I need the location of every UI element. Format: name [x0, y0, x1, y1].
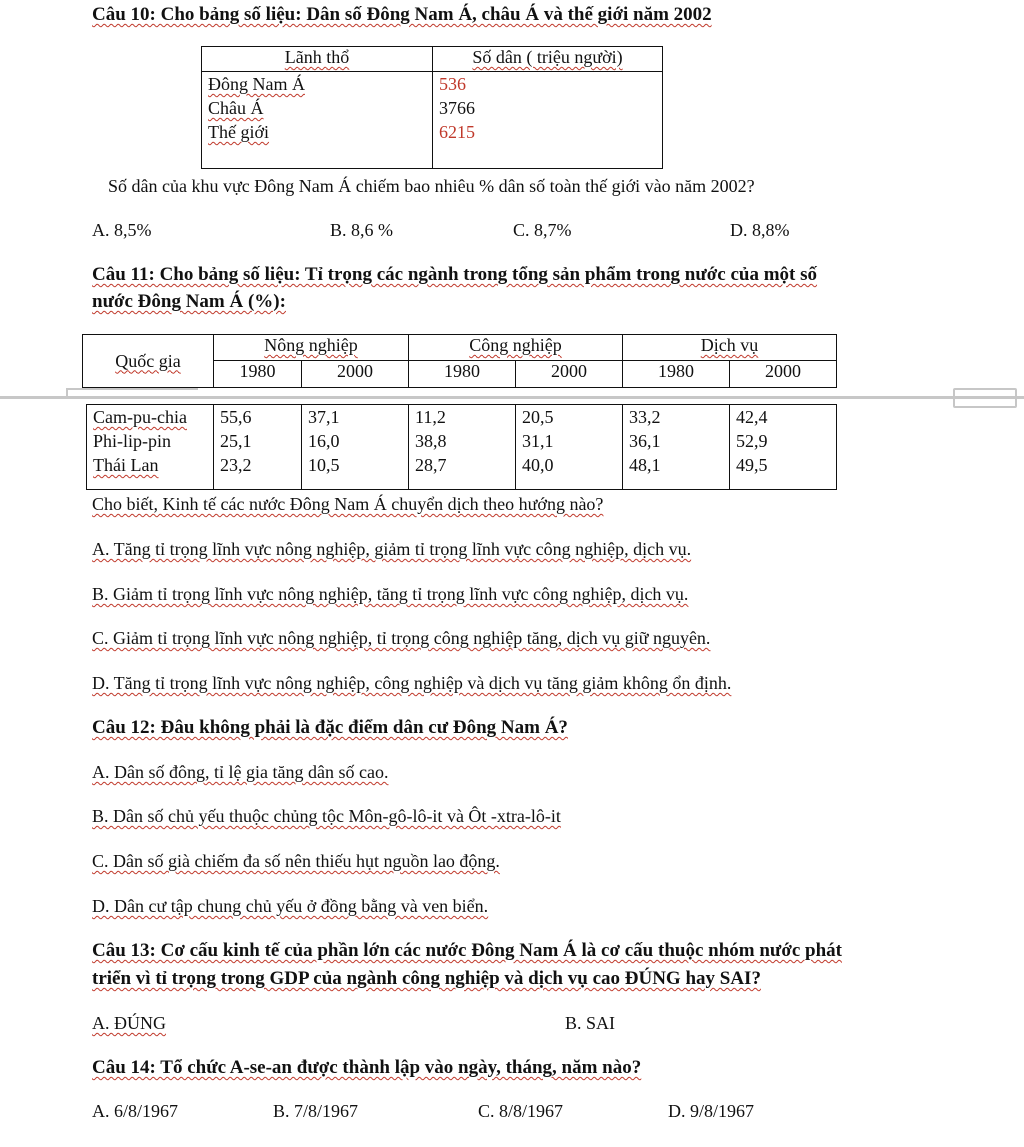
q10-option-b: B. 8,6 %: [330, 220, 393, 240]
q11-country-cambodia: Cam-pu-chia: [93, 407, 187, 427]
q10-population-table: [201, 46, 663, 169]
q11-year-ind-2000: 2000: [516, 361, 623, 388]
q11-cell: 31,1: [522, 431, 554, 451]
q10-option-c: C. 8,7%: [513, 220, 572, 240]
q10-title: Câu 10: Cho bảng số liệu: Dân số Đông Nam Á, châu Á và thế giới năm 2002: [92, 4, 712, 25]
q11-option-a: A. Tăng tỉ trọng lĩnh vực nông nghiệp, giảm tỉ trọng lĩnh vực công nghiệp, dịch vụ.: [92, 539, 692, 559]
q11-cell: 28,7: [415, 455, 447, 475]
q11-col-serv-1980: [623, 405, 730, 490]
page-corner-right: [953, 388, 1017, 408]
q14-title: Câu 14: Tổ chức A-se-an được thành lập vào ngày, tháng, năm nào?: [92, 1057, 642, 1078]
q10-option-a: A. 8,5%: [92, 220, 152, 240]
q11-cell: 11,2: [415, 407, 446, 427]
q11-cell: 10,5: [308, 455, 340, 475]
q11-col-ind-2000: [516, 405, 623, 490]
q10-question: Số dân của khu vực Đông Nam Á chiếm bao nhiêu % dân số toàn thế giới vào năm 2002?: [108, 176, 755, 196]
q11-table-header: [82, 334, 837, 388]
q10-region-cell: [202, 72, 433, 169]
q13-option-a: A. ĐÚNG: [92, 1013, 166, 1033]
q11-title-line2: nước Đông Nam Á (%):: [92, 291, 286, 312]
q11-cell: 20,5: [522, 407, 554, 427]
q10-option-d: D. 8,8%: [730, 220, 790, 240]
q11-cell: 16,0: [308, 431, 340, 451]
q11-cell: 38,8: [415, 431, 447, 451]
q11-country-philippines: Phi-lip-pin: [93, 431, 172, 451]
q11-table-body: [86, 404, 837, 490]
q11-option-d: D. Tăng tỉ trọng lĩnh vực nông nghiệp, công nghiệp và dịch vụ tăng giảm không ổn định.: [92, 673, 732, 693]
q11-col-ind-1980: [409, 405, 516, 490]
q11-cell: 49,5: [736, 455, 768, 475]
q11-header-services: Dịch vụ: [623, 335, 837, 361]
q11-cell: 37,1: [308, 407, 340, 427]
q14-option-a: A. 6/8/1967: [92, 1101, 179, 1121]
q12-option-d: D. Dân cư tập chung chủ yếu ở đồng bằng và ven biển.: [92, 896, 489, 916]
q11-col-serv-2000: [730, 405, 837, 490]
q11-col-agri-1980: [214, 405, 302, 490]
q11-cell: 40,0: [522, 455, 554, 475]
q11-year-agri-1980: 1980: [214, 361, 302, 388]
q11-year-ind-1980: 1980: [409, 361, 516, 388]
q10-region-asia: Châu Á: [208, 98, 264, 118]
q10-value-world: 6215: [439, 122, 475, 142]
q13-option-b: B. SAI: [565, 1013, 616, 1033]
q11-cell: 23,2: [220, 455, 252, 475]
q10-region-sea: Đông Nam Á: [208, 74, 305, 94]
q11-question: Cho biết, Kinh tế các nước Đông Nam Á chuyển dịch theo hướng nào?: [92, 494, 604, 514]
q11-col-agri-2000: [302, 405, 409, 490]
q11-option-c: C. Giảm tỉ trọng lĩnh vực nông nghiệp, tỉ trọng công nghiệp tăng, dịch vụ giữ nguyên.: [92, 628, 711, 648]
q14-option-c: C. 8/8/1967: [478, 1101, 564, 1121]
q11-cell: 55,6: [220, 407, 252, 427]
page-corner-left: [66, 388, 198, 398]
q10-header-territory: Lãnh thổ: [202, 47, 433, 72]
q12-option-b: B. Dân số chủ yếu thuộc chủng tộc Môn-gô-lô-it và Ôt -xtra-lô-it: [92, 806, 561, 826]
q11-cell: 42,4: [736, 407, 768, 427]
q11-countries-cell: [87, 405, 214, 490]
q11-cell: 48,1: [629, 455, 661, 475]
q14-option-d: D. 9/8/1967: [668, 1101, 755, 1121]
q11-cell: 36,1: [629, 431, 661, 451]
q12-option-c: C. Dân số già chiếm đa số nên thiếu hụt nguồn lao động.: [92, 851, 500, 871]
q11-cell: 52,9: [736, 431, 768, 451]
q10-value-cell: [433, 72, 663, 169]
q10-region-world: Thế giới: [208, 122, 270, 142]
q11-country-thailand: Thái Lan: [93, 455, 159, 475]
q10-header-population: Số dân ( triệu người): [433, 47, 663, 72]
q13-title-line2: triển vì tỉ trọng trong GDP của ngành công nghiệp và dịch vụ cao ĐÚNG hay SAI?: [92, 968, 761, 989]
q11-title-line1: Câu 11: Cho bảng số liệu: Tỉ trọng các ngành trong tổng sản phẩm trong nước của một số: [92, 264, 818, 285]
q11-option-b: B. Giảm tỉ trọng lĩnh vực nông nghiệp, tăng tỉ trọng lĩnh vực công nghiệp, dịch vụ.: [92, 584, 689, 604]
q11-header-industry: Công nghiệp: [409, 335, 623, 361]
q11-header-agriculture: Nông nghiệp: [214, 335, 409, 361]
q11-cell: 33,2: [629, 407, 661, 427]
q10-value-asia: 3766: [439, 98, 475, 118]
q11-year-agri-2000: 2000: [302, 361, 409, 388]
q11-header-country: Quốc gia: [83, 335, 214, 388]
q11-year-serv-2000: 2000: [730, 361, 837, 388]
q14-option-b: B. 7/8/1967: [273, 1101, 359, 1121]
q12-title: Câu 12: Đâu không phải là đặc điểm dân cư Đông Nam Á?: [92, 717, 568, 738]
q10-value-sea: 536: [439, 74, 466, 94]
q12-option-a: A. Dân số đông, tỉ lệ gia tăng dân số cao.: [92, 762, 389, 782]
q13-title-line1: Câu 13: Cơ cấu kinh tế của phần lớn các nước Đông Nam Á là cơ cấu thuộc nhóm nước phát: [92, 940, 842, 961]
q11-cell: 25,1: [220, 431, 252, 451]
q11-year-serv-1980: 1980: [623, 361, 730, 388]
